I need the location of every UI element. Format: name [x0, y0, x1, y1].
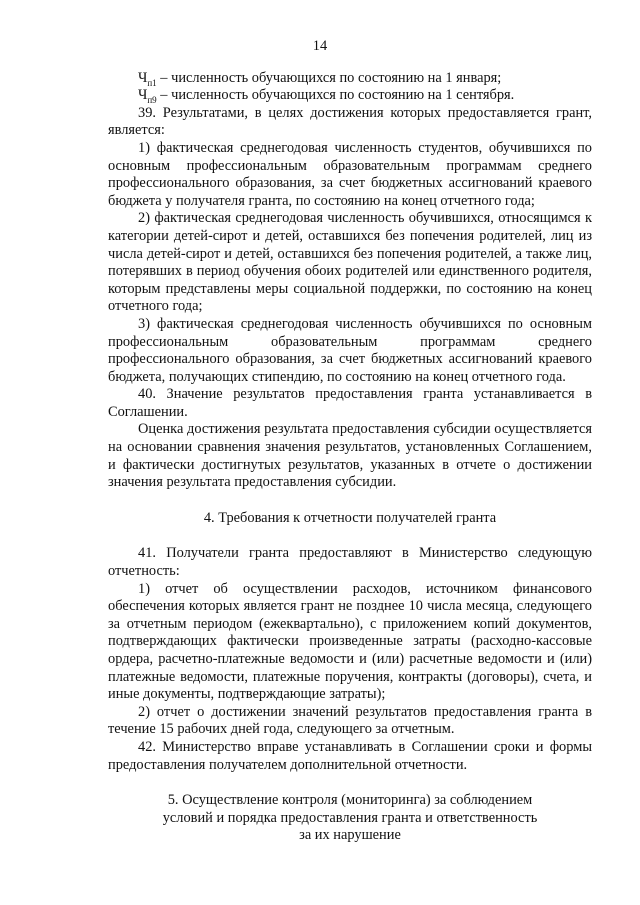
- paragraph-39: 39. Результатами, в целях достижения которых предоставляется грант, является:: [108, 104, 592, 139]
- paragraph-42: 42. Министерство вправе устанавливать в Соглашении сроки и формы предоставления получателем дополнительной отчетности.: [108, 738, 592, 773]
- paragraph-40: 40. Значение результатов предоставления гранта устанавливается в Соглашении.: [108, 386, 592, 420]
- paragraph-41-item-2: 2) отчет о достижении значений результатов предоставления гранта в течение 15 рабочих дней года, следующего за отчетным.: [108, 703, 592, 738]
- section-4-heading: 4. Требования к отчетности получателей гранта: [203, 509, 497, 526]
- symbol: Ч: [138, 87, 148, 104]
- section-5-heading-line-2: условий и порядка предоставления гранта и ответственность: [162, 809, 538, 826]
- formula-line-1: [108, 70, 592, 88]
- paragraph-39-item-1: 1) фактическая среднегодовая численность студентов, обучившихся по основным профессиональным образовательным программам среднего профессионального образования, за счет бюджетных ассигнований краевого бюджета у получателя гранта, по состоянию на конец отчетного года;: [108, 139, 592, 209]
- paragraph-39-item-3: 3) фактическая среднегодовая численность обучившихся по основным профессиональным образовательным программам среднего профессионального образования, за счет бюджетных ассигнований краевого бюджета, получающих стипендию, по состоянию на конец отчетного года.: [108, 315, 592, 385]
- formula-text: – численность обучающихся по состоянию на 1 сентября.: [156, 87, 515, 104]
- section-5-heading-line-3: за их нарушение: [299, 827, 401, 844]
- paragraph-41-item-1: 1) отчет об осуществлении расходов, источником финансового обеспечения которых является грант не позднее 10 числа месяца, следующего за отчетным периодом (ежеквартально), с приложением копий документов, подтверждающих фактически произведенные затраты (расходно-кассовые ордера, расчетно-платежные ведомости и (или) расчетные ведомости и (или) платежные ведомости, платежные поручения, контракты (договоры), счета, и иные документы, подтверждающие затраты);: [108, 580, 592, 703]
- subscript: п9: [147, 95, 157, 106]
- paragraph-evaluation: Оценка достижения результата предоставления субсидии осуществляется на основании сравнения значения результатов, установленных Соглашением, и фактически достигнутых результатов, указанных в отчете о достижении значения результата предоставления субсидии.: [108, 421, 592, 491]
- paragraph-39-item-2: 2) фактическая среднегодовая численность обучившихся, относящимся к категории детей-сирот и детей, оставшихся без попечения родителей, лиц из числа детей-сирот и детей, оставшихся без попечения родителей, а также лиц, потерявших в период обучения обоих родителей или единственного родителя, которым представлены меры социальной поддержки, по состоянию на конец отчетного года;: [108, 210, 592, 315]
- subscript: п1: [147, 77, 157, 88]
- symbol: Ч: [138, 69, 148, 86]
- formula-line-2: [108, 87, 592, 105]
- section-5-heading-line-1: 5. Осуществление контроля (мониторинга) за соблюдением: [167, 792, 533, 809]
- paragraph-41: 41. Получатели гранта предоставляют в Министерство следующую отчетность:: [108, 545, 592, 580]
- formula-text: – численность обучающихся по состоянию на 1 января;: [156, 69, 502, 86]
- page-number: 14: [312, 38, 328, 54]
